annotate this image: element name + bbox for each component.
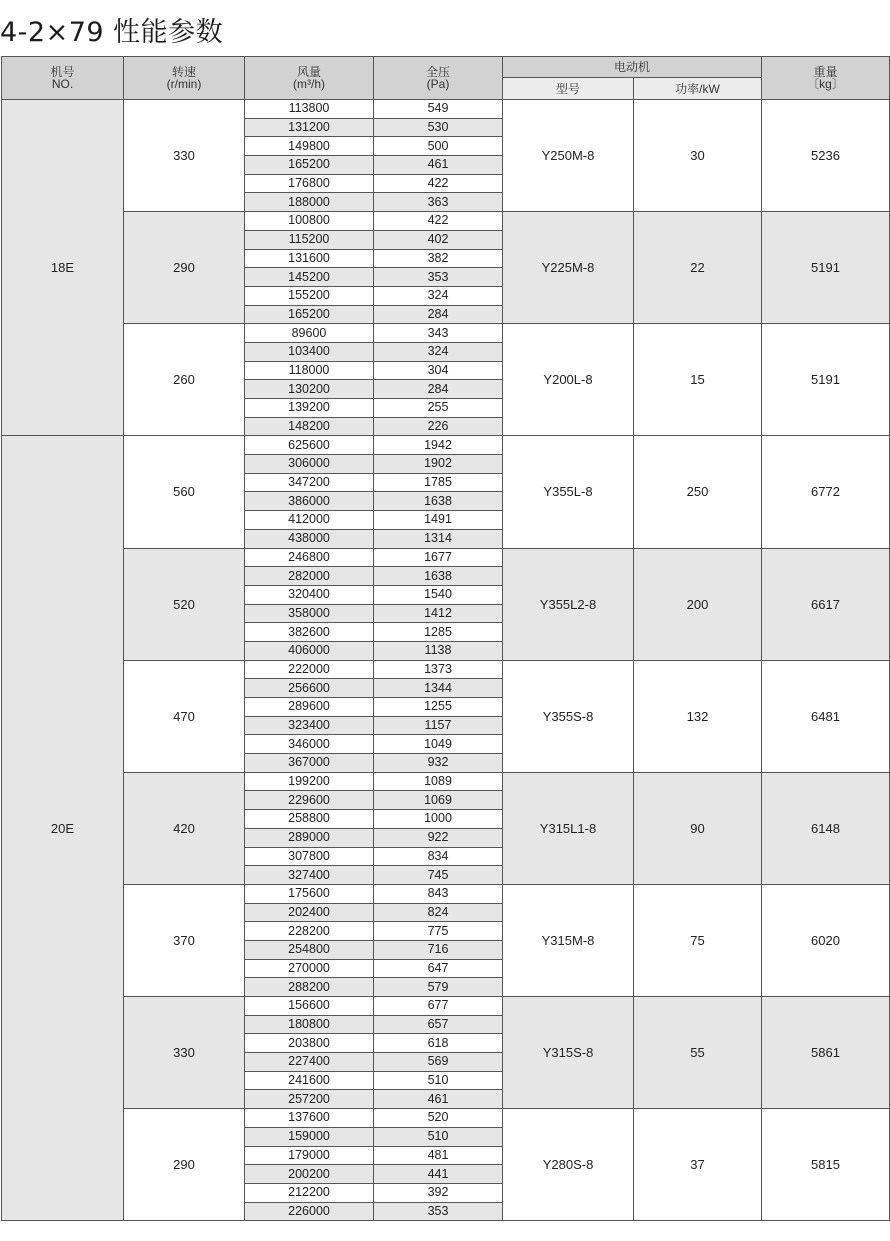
- cell-flow: 254800: [245, 940, 374, 959]
- cell-flow: 246800: [245, 548, 374, 567]
- cell-motor-power: 250: [634, 436, 762, 548]
- cell-pressure: 402: [374, 230, 503, 249]
- cell-flow: 358000: [245, 604, 374, 623]
- cell-speed: 520: [124, 548, 245, 660]
- cell-weight: 6148: [762, 772, 890, 884]
- cell-pressure: 304: [374, 361, 503, 380]
- cell-pressure: 677: [374, 997, 503, 1016]
- cell-flow: 386000: [245, 492, 374, 511]
- cell-flow: 175600: [245, 884, 374, 903]
- cell-pressure: 422: [374, 212, 503, 231]
- cell-pressure: 716: [374, 940, 503, 959]
- cell-flow: 282000: [245, 567, 374, 586]
- cell-pressure: 1314: [374, 529, 503, 548]
- cell-flow: 199200: [245, 772, 374, 791]
- cell-pressure: 255: [374, 399, 503, 418]
- cell-motor-power: 37: [634, 1109, 762, 1221]
- cell-speed: 560: [124, 436, 245, 548]
- header-weight-cn: 重量: [813, 65, 838, 79]
- cell-flow: 228200: [245, 922, 374, 941]
- cell-flow: 323400: [245, 716, 374, 735]
- cell-pressure: 382: [374, 249, 503, 268]
- cell-pressure: 353: [374, 1202, 503, 1221]
- table-row: [2, 548, 890, 567]
- header-speed-cn: 转速: [171, 65, 196, 79]
- table-row: [2, 1109, 890, 1128]
- cell-pressure: 343: [374, 324, 503, 343]
- cell-motor-type: Y225M-8: [503, 212, 634, 324]
- cell-speed: 290: [124, 212, 245, 324]
- cell-flow: 155200: [245, 286, 374, 305]
- cell-flow: 288200: [245, 978, 374, 997]
- cell-flow: 382600: [245, 623, 374, 642]
- cell-flow: 139200: [245, 399, 374, 418]
- cell-flow: 156600: [245, 997, 374, 1016]
- cell-flow: 188000: [245, 193, 374, 212]
- header-motor: 电动机: [503, 57, 762, 78]
- cell-speed: 290: [124, 1109, 245, 1221]
- cell-pressure: 1638: [374, 492, 503, 511]
- cell-weight: 6481: [762, 660, 890, 772]
- cell-flow: 212200: [245, 1183, 374, 1202]
- cell-motor-type: Y355L2-8: [503, 548, 634, 660]
- cell-pressure: 775: [374, 922, 503, 941]
- cell-pressure: 1638: [374, 567, 503, 586]
- cell-flow: 306000: [245, 455, 374, 474]
- header-speed-unit: (r/min): [166, 77, 202, 91]
- cell-motor-power: 90: [634, 772, 762, 884]
- cell-pressure: 1138: [374, 641, 503, 660]
- cell-pressure: 461: [374, 1090, 503, 1109]
- cell-pressure: 1285: [374, 623, 503, 642]
- cell-flow: 241600: [245, 1071, 374, 1090]
- cell-flow: 406000: [245, 641, 374, 660]
- header-speed: [124, 57, 245, 100]
- cell-pressure: 932: [374, 754, 503, 773]
- cell-pressure: 922: [374, 828, 503, 847]
- cell-pressure: 1540: [374, 585, 503, 604]
- cell-pressure: 520: [374, 1109, 503, 1128]
- cell-speed: 260: [124, 324, 245, 436]
- cell-weight: 6020: [762, 884, 890, 996]
- cell-pressure: 579: [374, 978, 503, 997]
- cell-pressure: 1412: [374, 604, 503, 623]
- cell-weight: 5861: [762, 997, 890, 1109]
- cell-flow: 148200: [245, 417, 374, 436]
- cell-pressure: 1942: [374, 436, 503, 455]
- cell-flow: 257200: [245, 1090, 374, 1109]
- cell-pressure: 353: [374, 268, 503, 287]
- cell-motor-type: Y280S-8: [503, 1109, 634, 1221]
- cell-flow: 131600: [245, 249, 374, 268]
- cell-pressure: 549: [374, 100, 503, 119]
- table-row: [2, 884, 890, 903]
- cell-pressure: 324: [374, 342, 503, 361]
- cell-motor-type: Y315M-8: [503, 884, 634, 996]
- header-flow: [245, 57, 374, 100]
- cell-pressure: 1785: [374, 473, 503, 492]
- header-model-cn: 机号: [50, 65, 75, 79]
- cell-flow: 320400: [245, 585, 374, 604]
- cell-motor-type: Y355S-8: [503, 660, 634, 772]
- cell-flow: 115200: [245, 230, 374, 249]
- cell-pressure: 843: [374, 884, 503, 903]
- cell-motor-power: 30: [634, 100, 762, 212]
- cell-motor-type: Y200L-8: [503, 324, 634, 436]
- cell-flow: 412000: [245, 511, 374, 530]
- cell-pressure: 510: [374, 1127, 503, 1146]
- cell-flow: 159000: [245, 1127, 374, 1146]
- cell-pressure: 392: [374, 1183, 503, 1202]
- cell-flow: 256600: [245, 679, 374, 698]
- cell-flow: 347200: [245, 473, 374, 492]
- cell-motor-type: Y250M-8: [503, 100, 634, 212]
- header-flow-cn: 风量: [296, 65, 321, 79]
- cell-flow: 165200: [245, 305, 374, 324]
- cell-speed: 470: [124, 660, 245, 772]
- cell-flow: 229600: [245, 791, 374, 810]
- cell-pressure: 481: [374, 1146, 503, 1165]
- cell-flow: 200200: [245, 1165, 374, 1184]
- header-model-en: NO.: [51, 77, 74, 91]
- cell-flow: 289600: [245, 698, 374, 717]
- cell-speed: 420: [124, 772, 245, 884]
- header-motor-type: 型号: [503, 78, 634, 100]
- page-title: 4-2×79 性能参数: [0, 17, 224, 48]
- table-row: [2, 772, 890, 791]
- cell-motor-power: 132: [634, 660, 762, 772]
- cell-flow: 180800: [245, 1015, 374, 1034]
- cell-flow: 149800: [245, 137, 374, 156]
- cell-pressure: 618: [374, 1034, 503, 1053]
- cell-pressure: 1344: [374, 679, 503, 698]
- cell-pressure: 1049: [374, 735, 503, 754]
- cell-pressure: 422: [374, 174, 503, 193]
- cell-pressure: 1157: [374, 716, 503, 735]
- cell-speed: 330: [124, 100, 245, 212]
- header-motor-power: 功率/kW: [634, 78, 762, 100]
- cell-weight: 5236: [762, 100, 890, 212]
- cell-pressure: 363: [374, 193, 503, 212]
- cell-pressure: 324: [374, 286, 503, 305]
- cell-model: 20E: [2, 436, 124, 1221]
- cell-flow: 227400: [245, 1053, 374, 1072]
- table-body: [2, 100, 890, 1221]
- cell-weight: 6617: [762, 548, 890, 660]
- cell-pressure: 1089: [374, 772, 503, 791]
- header-model: [2, 57, 124, 100]
- cell-flow: 130200: [245, 380, 374, 399]
- cell-pressure: 657: [374, 1015, 503, 1034]
- cell-pressure: 441: [374, 1165, 503, 1184]
- cell-flow: 222000: [245, 660, 374, 679]
- cell-speed: 370: [124, 884, 245, 996]
- cell-flow: 202400: [245, 903, 374, 922]
- table-row: [2, 997, 890, 1016]
- cell-pressure: 834: [374, 847, 503, 866]
- cell-flow: 258800: [245, 810, 374, 829]
- cell-model: 18E: [2, 100, 124, 436]
- cell-weight: 5191: [762, 212, 890, 324]
- cell-flow: 270000: [245, 959, 374, 978]
- cell-flow: 307800: [245, 847, 374, 866]
- header-weight: [762, 57, 890, 100]
- table-row: [2, 100, 890, 119]
- header-flow-unit: (m³/h): [293, 77, 325, 91]
- table-row: [2, 660, 890, 679]
- cell-speed: 330: [124, 997, 245, 1109]
- table-row: [2, 436, 890, 455]
- cell-flow: 145200: [245, 268, 374, 287]
- cell-flow: 367000: [245, 754, 374, 773]
- cell-pressure: 1902: [374, 455, 503, 474]
- cell-flow: 113800: [245, 100, 374, 119]
- cell-pressure: 1677: [374, 548, 503, 567]
- cell-pressure: 530: [374, 118, 503, 137]
- cell-motor-power: 200: [634, 548, 762, 660]
- cell-flow: 176800: [245, 174, 374, 193]
- cell-motor-type: Y315S-8: [503, 997, 634, 1109]
- cell-flow: 226000: [245, 1202, 374, 1221]
- cell-flow: 131200: [245, 118, 374, 137]
- cell-motor-type: Y355L-8: [503, 436, 634, 548]
- cell-weight: 5815: [762, 1109, 890, 1221]
- cell-motor-type: Y315L1-8: [503, 772, 634, 884]
- cell-pressure: 647: [374, 959, 503, 978]
- cell-weight: 6772: [762, 436, 890, 548]
- cell-motor-power: 55: [634, 997, 762, 1109]
- cell-pressure: 745: [374, 866, 503, 885]
- cell-pressure: 824: [374, 903, 503, 922]
- cell-pressure: 500: [374, 137, 503, 156]
- table-row: [2, 324, 890, 343]
- cell-motor-power: 15: [634, 324, 762, 436]
- table-row: [2, 212, 890, 231]
- cell-flow: 89600: [245, 324, 374, 343]
- cell-flow: 203800: [245, 1034, 374, 1053]
- cell-flow: 289000: [245, 828, 374, 847]
- cell-pressure: 1255: [374, 698, 503, 717]
- header-weight-unit: 〔kg〕: [807, 77, 844, 91]
- header-pressure: [374, 57, 503, 100]
- cell-pressure: 510: [374, 1071, 503, 1090]
- cell-flow: 346000: [245, 735, 374, 754]
- cell-flow: 118000: [245, 361, 374, 380]
- cell-flow: 100800: [245, 212, 374, 231]
- cell-weight: 5191: [762, 324, 890, 436]
- header-pressure-unit: (Pa): [426, 77, 450, 91]
- cell-pressure: 461: [374, 156, 503, 175]
- cell-pressure: 1000: [374, 810, 503, 829]
- cell-motor-power: 75: [634, 884, 762, 996]
- cell-flow: 438000: [245, 529, 374, 548]
- cell-pressure: 1069: [374, 791, 503, 810]
- cell-flow: 625600: [245, 436, 374, 455]
- cell-motor-power: 22: [634, 212, 762, 324]
- cell-pressure: 284: [374, 380, 503, 399]
- cell-flow: 103400: [245, 342, 374, 361]
- header-pressure-cn: 全压: [425, 65, 450, 79]
- cell-pressure: 284: [374, 305, 503, 324]
- cell-flow: 165200: [245, 156, 374, 175]
- cell-pressure: 569: [374, 1053, 503, 1072]
- cell-flow: 327400: [245, 866, 374, 885]
- cell-flow: 179000: [245, 1146, 374, 1165]
- performance-table: [1, 56, 890, 1221]
- cell-pressure: 1491: [374, 511, 503, 530]
- cell-pressure: 226: [374, 417, 503, 436]
- cell-pressure: 1373: [374, 660, 503, 679]
- cell-flow: 137600: [245, 1109, 374, 1128]
